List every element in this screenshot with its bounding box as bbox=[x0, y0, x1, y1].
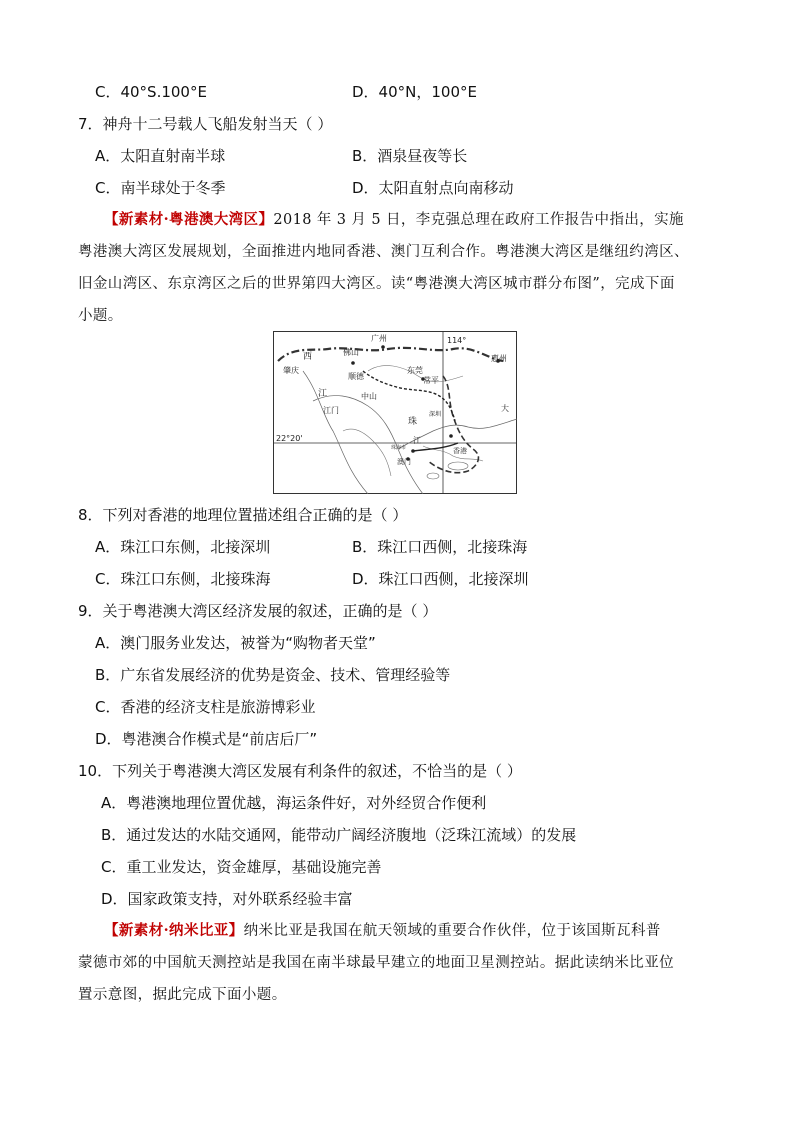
label-huizhou: 惠州 bbox=[491, 354, 507, 363]
label-aomen: 澳门 bbox=[397, 458, 411, 466]
label-guangzhou: 广州 bbox=[371, 334, 387, 343]
label-jiang: 江 bbox=[318, 389, 328, 399]
label-zhuhai: 珠海市 bbox=[391, 445, 407, 451]
q9-option-b: B．广东省发展经济的优势是资金、技术、管理经验等 bbox=[95, 666, 451, 684]
passage2-line2: 蒙德市郊的中国航天测控站是我国在南半球最早建立的地面卫星测控站。据此读纳米比亚位 bbox=[78, 955, 674, 971]
label-lat: 22°20' bbox=[276, 434, 303, 443]
q7-option-d: D．太阳直射点向南移动 bbox=[352, 179, 514, 197]
q6-option-d: D．40°N，100°E bbox=[352, 83, 477, 101]
passage2-tag: 【新素材·纳米比亚】 bbox=[104, 922, 244, 939]
q7-option-b: B．酒泉昼夜等长 bbox=[352, 147, 468, 165]
passage1-line4: 小题。 bbox=[78, 308, 123, 324]
q10-option-a: A．粤港澳地理位置优越，海运条件好，对外经贸合作便利 bbox=[101, 794, 487, 812]
q9-stem: 9．关于粤港澳大湾区经济发展的叙述，正确的是（ ） bbox=[78, 602, 438, 620]
label-xi: 西 bbox=[303, 352, 313, 362]
q6-option-c: C．40°S.100°E bbox=[95, 83, 207, 101]
label-zhu: 珠 bbox=[408, 417, 418, 427]
passage1-line1: 2018 年 3 月 5 日，李克强总理在政府工作报告中指出，实施 bbox=[273, 212, 684, 228]
q9-option-c: C．香港的经济支柱是旅游博彩业 bbox=[95, 698, 316, 716]
label-jiangmen: 江门 bbox=[323, 406, 339, 415]
label-da: 大 bbox=[501, 404, 509, 413]
label-dongguan: 东莞 bbox=[407, 366, 423, 375]
q9-option-a: A．澳门服务业发达，被誉为“购物者天堂” bbox=[95, 634, 376, 652]
label-lon: 114° bbox=[447, 336, 467, 345]
q10-stem: 10．下列关于粤港澳大湾区发展有利条件的叙述，不恰当的是（ ） bbox=[78, 762, 522, 780]
passage2-line3: 置示意图，据此完成下面小题。 bbox=[78, 987, 287, 1003]
passage1-line2: 粤港澳大湾区发展规划，全面推进内地同香港、澳门互利合作。粤港澳大湾区是继纽约湾区、 bbox=[78, 244, 689, 260]
q10-option-b: B．通过发达的水陆交通网，能带动广阔经济腹地（泛珠江流域）的发展 bbox=[101, 826, 577, 844]
passage1-line3: 旧金山湾区、东京湾区之后的世界第四大湾区。读“粤港澳大湾区城市群分布图”，完成下面 bbox=[78, 276, 675, 292]
gba-map-svg bbox=[273, 331, 517, 494]
gba-city-map bbox=[273, 331, 517, 494]
passage2-first-line bbox=[104, 921, 661, 941]
label-zhongshan: 中山 bbox=[361, 392, 377, 401]
label-jiang2: 江 bbox=[413, 436, 421, 445]
q8-stem: 8．下列对香港的地理位置描述组合正确的是（ ） bbox=[78, 506, 408, 524]
label-foshan: 佛山 bbox=[343, 348, 359, 357]
q8-option-d: D．珠江口西侧，北接深圳 bbox=[352, 570, 529, 588]
q7-option-a: A．太阳直射南半球 bbox=[95, 147, 226, 165]
q10-option-c: C．重工业发达，资金雄厚，基础设施完善 bbox=[101, 858, 382, 876]
q7-option-c: C．南半球处于冬季 bbox=[95, 179, 226, 197]
label-xianggang: 香港 bbox=[453, 447, 467, 455]
passage1-tag: 【新素材·粤港澳大湾区】 bbox=[104, 211, 274, 228]
q8-option-a: A．珠江口东侧，北接深圳 bbox=[95, 538, 271, 556]
label-changping: 常平 bbox=[423, 376, 439, 385]
passage1-first-line bbox=[104, 210, 684, 230]
passage2-line1: 纳米比亚是我国在航天领域的重要合作伙伴，位于该国斯瓦科普 bbox=[243, 923, 661, 939]
label-shunde: 顺德 bbox=[348, 372, 364, 381]
q9-option-d: D．粤港澳合作模式是“前店后厂” bbox=[95, 730, 318, 748]
q10-option-d: D．国家政策支持，对外联系经验丰富 bbox=[101, 890, 353, 908]
q8-option-c: C．珠江口东侧，北接珠海 bbox=[95, 570, 271, 588]
label-shenzhen: 深圳 bbox=[429, 411, 442, 418]
q7-stem: 7．神舟十二号载人飞船发射当天（ ） bbox=[78, 115, 333, 133]
label-zhaoqing: 肇庆 bbox=[283, 366, 299, 375]
q8-option-b: B．珠江口西侧，北接珠海 bbox=[352, 538, 528, 556]
